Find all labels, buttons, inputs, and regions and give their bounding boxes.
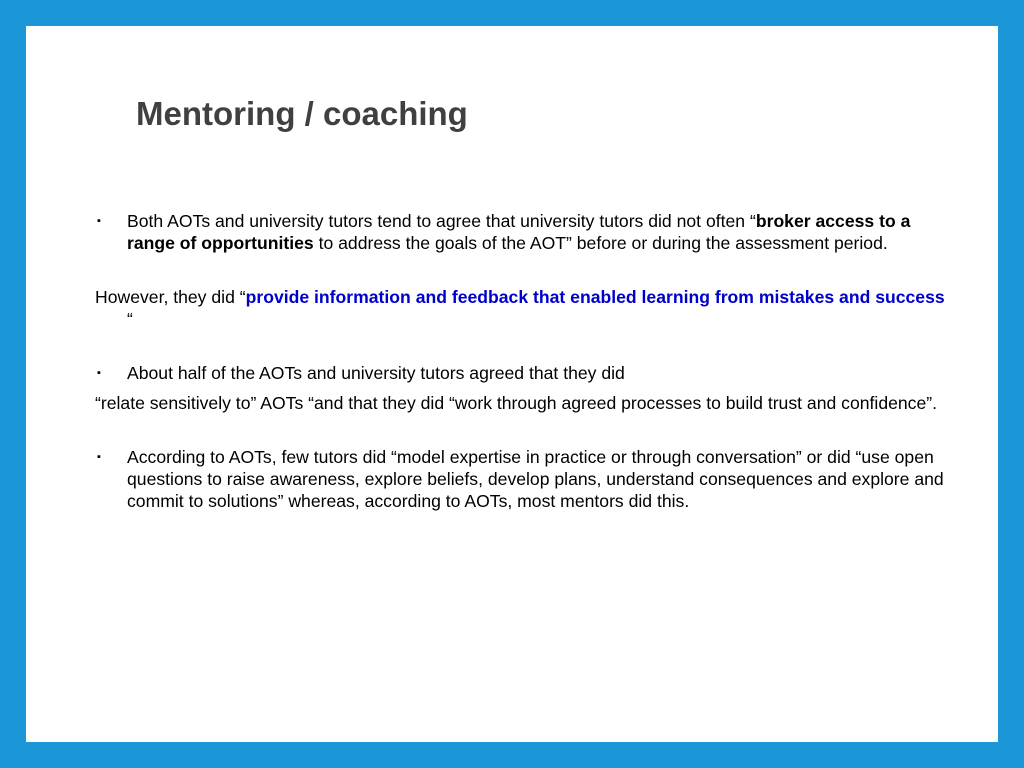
however-text-end: “ [127, 309, 133, 329]
bullet-icon: ▪ [97, 451, 101, 463]
slide-title: Mentoring / coaching [136, 95, 468, 132]
bullet-item-2 [95, 362, 945, 384]
bullet-1-bold-phrase: broker access to a range of opportunities [127, 211, 911, 253]
bullet-item-1 [95, 210, 945, 254]
relate-text: “relate sensitively to” AOTs “and that they did “work through agreed processes to build trust and confidence”. [95, 393, 938, 413]
highlighted-quote: provide information and feedback that enabled learning from mistakes and success [245, 287, 945, 307]
paragraph-however [95, 286, 945, 330]
bullet-item-3 [95, 446, 945, 512]
bullet-icon: ▪ [97, 367, 101, 379]
bullet-1-text-end: to address the goals of the AOT” before or during the assessment period. [313, 233, 888, 253]
bullet-icon: ▪ [97, 215, 101, 227]
slide-body [95, 210, 945, 512]
bullet-1-text-start: Both AOTs and university tutors tend to agree that university tutors did not often “ [127, 211, 756, 231]
bullet-3-text: According to AOTs, few tutors did “model expertise in practice or through conversation” or did “use open questions to raise awareness, explore beliefs, develop plans, understand consequences and explore and commit to solutions” whereas, according to AOTs, most mentors did this. [127, 447, 944, 511]
slide [26, 26, 998, 742]
paragraph-relate [95, 392, 945, 414]
however-text-start: However, they did “ [95, 287, 246, 307]
bullet-2-text: About half of the AOTs and university tutors agreed that they did [127, 363, 625, 383]
